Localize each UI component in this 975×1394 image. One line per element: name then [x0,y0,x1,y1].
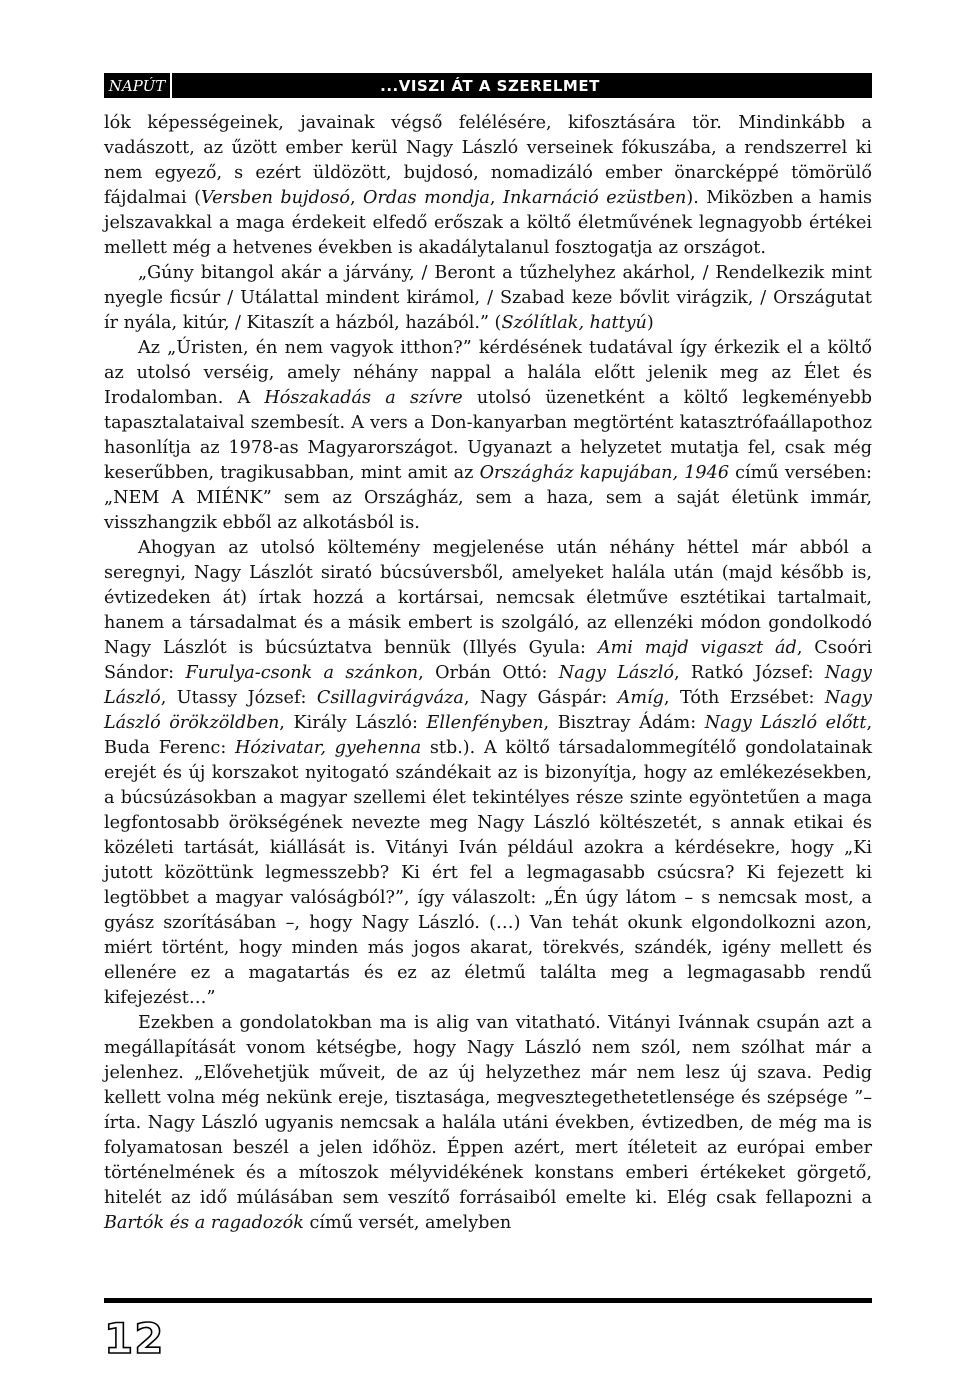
article-body [104,111,872,1236]
text-run: , Bisztray Ádám: [543,713,705,733]
text-run: Az „Úristen, én nem vagyok itthon?” kérdésének tudatával így érkezik el a költő az utolsó verséig, amely néhány nappal a halála előtt jelenik meg az Élet és Irodalomban. A [104,338,872,408]
text-run: , Utassy József: [160,688,317,708]
text-run: című versét, amelyben [303,1213,512,1233]
text-run: Ezekben a gondolatokban ma is alig van vitatható. Vitányi Ivánnak csupán azt a megállapítását vonom kétségbe, hogy Nagy László nem szól, nem szólhat már a jelenhez. „Elővehetjük műveit, de az új helyzethez már nem lesz új szava. Pedig kellett volna még nekünk ereje, tisztasága, megvesztegethetetlensége és szépsége ”– írta. Nagy László ugyanis nemcsak a halála utáni években, évtizedben, de még ma is folyamatosan beszél a jelen időhöz. Éppen azért, mert ítéleteit az európai ember történelmének és a mítoszok mélyvidékének konstans emberi értékeket görgető, hitelét az idő múlásában sem veszítő forrásaiból emelte ki. Elég csak fellapozni a [104,1013,872,1208]
work-title: Szólítlak, hattyú [501,313,647,333]
work-title: Nagy László [558,663,674,683]
work-title: Nagy László [104,663,872,708]
work-title: Országház kapujában, 1946 [479,463,730,483]
work-title: Furulya-csonk a szánkon [185,663,419,683]
work-title: Nagy László örökzöldben [104,688,872,733]
text-run: , Csoóri Sándor: [104,638,872,683]
text-run: , Nagy Gáspár: [463,688,618,708]
work-title: Amíg [617,688,664,708]
text-run: , Ratkó József: [673,663,825,683]
running-title: ...VISZI ÁT A SZERELMET [380,76,600,95]
text-run: stb.). A költő társadalommegítélő gondolatainak erejét és új korszakot nyitogató szándékait az is bizonyítja, hogy az emlékezésekben, a búcsúzásokban a magyar szellemi élet tekintélyes része szinte egyöntetűen a maga legfontosabb örökségének nevezte meg Nagy László költészetét, s annak etikai és közéleti tartását, kiállását is. Vitányi Iván például azokra a kérdésekre, hogy „Ki jutott közöttünk legmesszebb? Ki ért fel a legmagasabb csúcsra? Ki fejezett ki legtöbbet a magyar valóságból?”, így válaszolt: „Én úgy látom – s nemcsak most, a gyász szorításában –, hogy Nagy László. (…) Van tehát okunk elgondolkozni azon, miért történt, hogy minden más jogos akarat, törekvés, szándék, igény mellett és ellenére ez a magatartás és ez az életmű találta meg a legmagasabb rendű kifejezést…” [104,738,872,1008]
work-title: Inkarnáció ezüstben [503,188,687,208]
running-header [104,73,872,98]
work-title: Ellenfényben [426,713,544,733]
work-title: Ordas mondja [363,188,490,208]
text-run: , [349,188,364,208]
text-run: című versében: „NEM A MIÉNK” sem az Országház, sem a haza, sem a saját életünk immár, visszhangzik ebből az alkotásból is. [104,463,872,533]
paragraph-5 [104,1011,872,1236]
magazine-logo: NAPÚT [104,73,172,98]
text-run: lók képességeinek, javainak végső felélésére, kifosztására tör. Mindinkább a vadászott, az űzött ember kerül Nagy László verseinek fókuszába, a rendszerrel ki nem egyező, s ezért üldözött, bujdosó, nomadizáló ember önarcképpé tömörülő fájdalmai ( [104,113,872,208]
text-run: ) [646,313,654,333]
paragraph-3 [104,336,872,536]
text-run: utolsó üzenetként a költő legkeményebb tapasztalataival szembesít. A vers a Don-kanyarban megtörtént katasztrófaállapothoz hasonlítja az 1978-as Magyarországot. Ugyanazt a helyzetet mutatja fel, csak még keserűbben, tragikusabban, mint amit az [104,388,872,483]
text-run: , Buda Ferenc: [104,713,873,758]
text-run: , [489,188,503,208]
text-run: ). Miközben a hamis jelszavakkal a maga érdekeit elfedő erőszak a költő életművének legnagyobb értékei mellett még a hetvenes években is akadálytalanul fosztogatja az országot. [104,188,873,258]
work-title: Versben bujdosó [200,188,350,208]
work-title: Nagy László előtt [704,713,867,733]
text-run: , Tóth Erzsébet: [663,688,825,708]
page-number: 12 [104,1314,165,1363]
paragraph-4 [104,536,872,1011]
text-run: Ahogyan az utolsó költemény megjelenése után néhány héttel már abból a seregnyi, Nagy Lászlót sirató búcsúversből, amelyeket halála után (majd később is, évtizedeken át) írtak hozzá a kortársai, nemcsak életműve esztétikai tartalmait, hanem a társadalmat és a másik embert is szolgáló, az ellenzéki módon gondolkodó Nagy Lászlót is búcsúztatva bennük (Illyés Gyula: [104,538,872,658]
text-run: , Király László: [279,713,427,733]
text-run: , Orbán Ottó: [418,663,559,683]
work-title: Ami majd vigaszt ád [597,638,797,658]
work-title: Hószakadás a szívre [264,388,463,408]
text-run: „Gúny bitangol akár a járvány, / Beront a tűzhelyhez akárhol, / Rendelkezik mint nyegle ficsúr / Utálattal mindent kirámol, / Szabad keze bővlit virágzik, / Országutat ír nyála, kitúr, / Kitaszít a házból, hazából.” ( [104,263,872,333]
paragraph-2-quote [104,261,872,336]
work-title: Bartók és a ragadozók [104,1213,304,1233]
work-title: Hózivatar, gyehenna [235,738,422,758]
work-title: Csillagvirágváza [316,688,464,708]
paragraph-1 [104,111,872,261]
bottom-rule [104,1298,872,1303]
